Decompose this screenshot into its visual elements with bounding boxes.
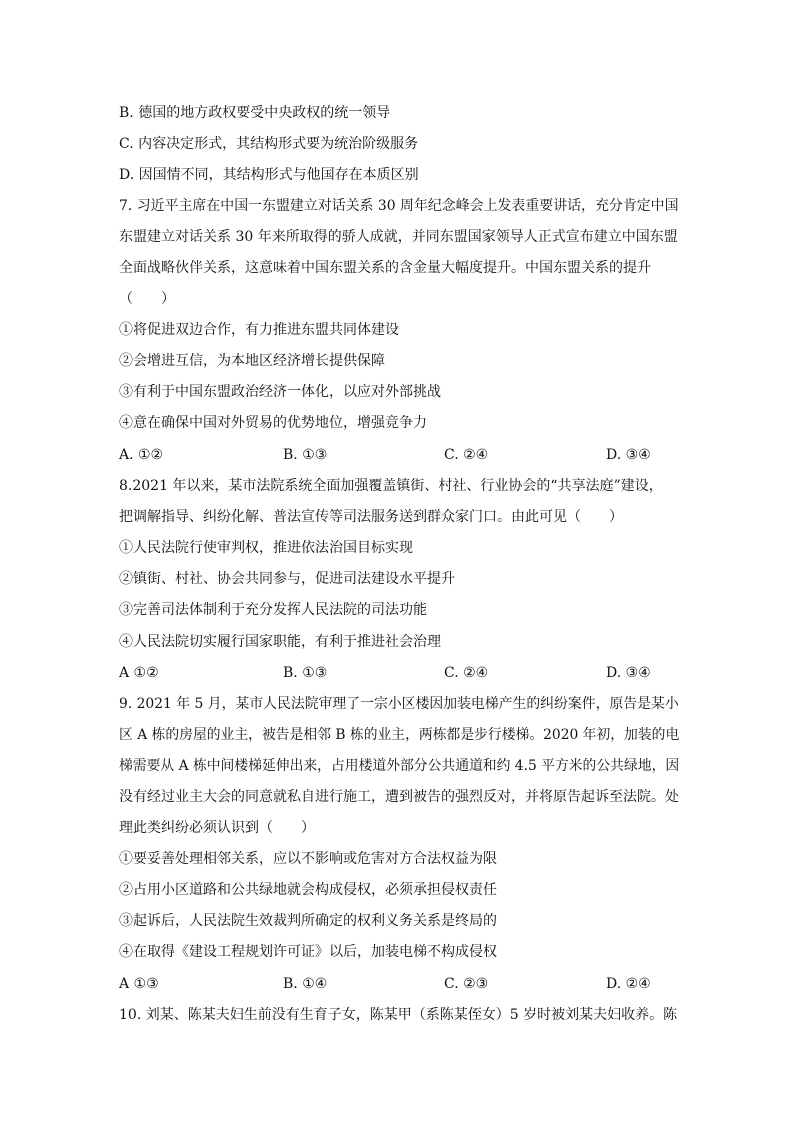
q8-statement: ①人民法院行使审判权，推进依法治国目标实现	[119, 540, 413, 556]
q8-stem-line: 8.2021 年以来，某市法院系统全面加强覆盖镇街、村社、行业协会的“共享法庭”建设，	[119, 478, 663, 494]
q9-statement: ②占用小区道路和公共绿地就会构成侵权，必须承担侵权责任	[119, 882, 497, 898]
q7-option-a: A. ①②	[119, 447, 164, 463]
q7-statement: ④意在确保中国对外贸易的优势地位，增强竞争力	[119, 415, 427, 431]
q7-answer-bracket: （ ）	[119, 291, 175, 307]
q9-option-a: A ①③	[119, 976, 159, 992]
q10-stem-line: 10. 刘某、陈某夫妇生前没有生育子女，陈某甲（系陈某侄女）5 岁时被刘某夫妇收养。陈	[119, 1007, 678, 1023]
q7-statement: ①将促进双边合作，有力推进东盟共同体建设	[119, 322, 399, 338]
q8-option-d: D. ③④	[606, 665, 651, 681]
q7-options	[119, 445, 679, 465]
q8-option-a: A ①②	[119, 665, 159, 681]
q7-statement: ③有利于中国东盟政治经济一体化，以应对外部挑战	[119, 384, 441, 400]
q7-stem-line: 东盟建立对话关系 30 年来所取得的骄人成就，并同东盟国家领导人正式宣布建立中国东盟	[119, 229, 678, 245]
q9-option-c: C. ②③	[444, 976, 489, 992]
q9-option-b: B. ①④	[283, 976, 328, 992]
q6-option-b: B. 德国的地方政权要受中央政权的统一领导	[119, 105, 391, 121]
q9-statement: ④在取得《建设工程规划许可证》以后，加装电梯不构成侵权	[119, 944, 497, 960]
q8-statement: ②镇街、村社、协会共同参与，促进司法建设水平提升	[119, 571, 455, 587]
q9-stem-line: 区 A 栋的房屋的业主，被告是相邻 B 栋的业主，两栋都是步行楼梯。2020 年初，加装的电	[119, 727, 680, 743]
q8-option-c: C. ②④	[444, 665, 489, 681]
q9-stem-line: 9. 2021 年 5 月，某市人民法院审理了一宗小区楼因加装电梯产生的纠纷案件，原告是某小	[119, 696, 679, 712]
q8-stem-line: 把调解指导、纠纷化解、普法宣传等司法服务送到群众家门口。由此可见（ ）	[119, 509, 623, 525]
q7-option-c: C. ②④	[444, 447, 489, 463]
q8-statement: ④人民法院切实履行国家职能，有利于推进社会治理	[119, 634, 441, 650]
q9-stem-line: 理此类纠纷必须认识到（ ）	[119, 820, 315, 836]
q8-option-b: B. ①③	[283, 665, 328, 681]
q8-options	[119, 663, 679, 683]
q6-option-c: C. 内容决定形式，其结构形式要为统治阶级服务	[119, 136, 419, 152]
q9-statement: ①要妥善处理相邻关系，应以不影响或危害对方合法权益为限	[119, 851, 497, 867]
q7-option-d: D. ③④	[606, 447, 651, 463]
q7-statement: ②会增进互信，为本地区经济增长提供保障	[119, 353, 385, 369]
q9-statement: ③起诉后，人民法院生效裁判所确定的权利义务关系是终局的	[119, 913, 497, 929]
q6-option-d: D. 因国情不同，其结构形式与他国存在本质区别	[119, 167, 419, 183]
q7-stem-line: 7. 习近平主席在中国一东盟建立对话关系 30 周年纪念峰会上发表重要讲话，充分肯定中国	[119, 198, 679, 214]
q7-option-b: B. ①③	[283, 447, 328, 463]
q9-stem-line: 没有经过业主大会的同意就私自进行施工，遭到被告的强烈反对，并将原告起诉至法院。处	[119, 789, 679, 805]
q9-stem-line: 梯需要从 A 栋中间楼梯延伸出来，占用楼道外部分公共通道和约 4.5 平方米的公共绿地，因	[119, 758, 680, 774]
q9-option-d: D. ②④	[606, 976, 651, 992]
q8-statement: ③完善司法体制利于充分发挥人民法院的司法功能	[119, 602, 427, 618]
q7-stem-line: 全面战略伙伴关系，这意味着中国东盟关系的含金量大幅度提升。中国东盟关系的提升	[119, 260, 651, 276]
q9-options	[119, 974, 679, 994]
